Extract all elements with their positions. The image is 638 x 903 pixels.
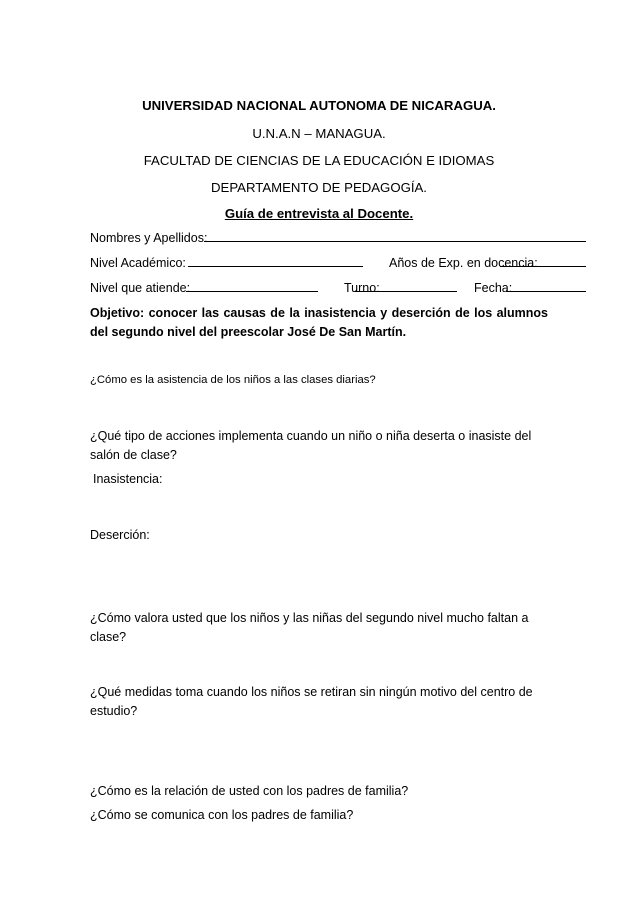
- question-3: ¿Cómo valora usted que los niños y las niñas del segundo nivel mucho faltan a clase?: [90, 611, 529, 644]
- turno-line: [355, 291, 457, 292]
- nivel-atiende-line: [186, 291, 318, 292]
- question-2-desercion: Deserción:: [90, 528, 150, 542]
- nombres-line: [204, 241, 586, 242]
- turno-label: Turno:: [344, 281, 380, 295]
- question-5: ¿Cómo es la relación de usted con los padres de familia?: [90, 784, 409, 798]
- fecha-line: [506, 291, 586, 292]
- question-6: ¿Cómo se comunica con los padres de familia?: [90, 808, 354, 822]
- objective-text: Objetivo: conocer las causas de la inasistencia y deserción de los alumnos del segundo nivel del preescolar José De San Martín.: [90, 306, 548, 339]
- campus-name: U.N.A.N – MANAGUA.: [252, 126, 386, 141]
- nivel-academico-label: Nivel Académico:: [90, 256, 186, 270]
- department-name: DEPARTAMENTO DE PEDAGOGÍA.: [211, 180, 427, 195]
- university-name: UNIVERSIDAD NACIONAL AUTONOMA DE NICARAGUA.: [142, 98, 496, 113]
- nivel-academico-line: [188, 266, 363, 267]
- question-2-inasistencia: Inasistencia:: [93, 472, 163, 486]
- question-4: ¿Qué medidas toma cuando los niños se retiran sin ningún motivo del centro de estudio?: [90, 685, 533, 718]
- anos-exp-label: Años de Exp. en docencia:: [389, 256, 538, 270]
- question-2: ¿Qué tipo de acciones implementa cuando un niño o niña deserta o inasiste del salón de clase?: [90, 429, 532, 462]
- faculty-name: FACULTAD DE CIENCIAS DE LA EDUCACIÓN E IDIOMAS: [143, 153, 495, 168]
- nombres-label: Nombres y Apellidos:: [90, 231, 208, 245]
- anos-exp-line: [500, 266, 586, 267]
- document-title: Guía de entrevista al Docente.: [224, 206, 414, 221]
- fecha-label: Fecha:: [474, 281, 513, 295]
- nivel-atiende-label: Nivel que atiende:: [90, 281, 191, 295]
- question-1: ¿Cómo es la asistencia de los niños a las clases diarias?: [90, 374, 376, 386]
